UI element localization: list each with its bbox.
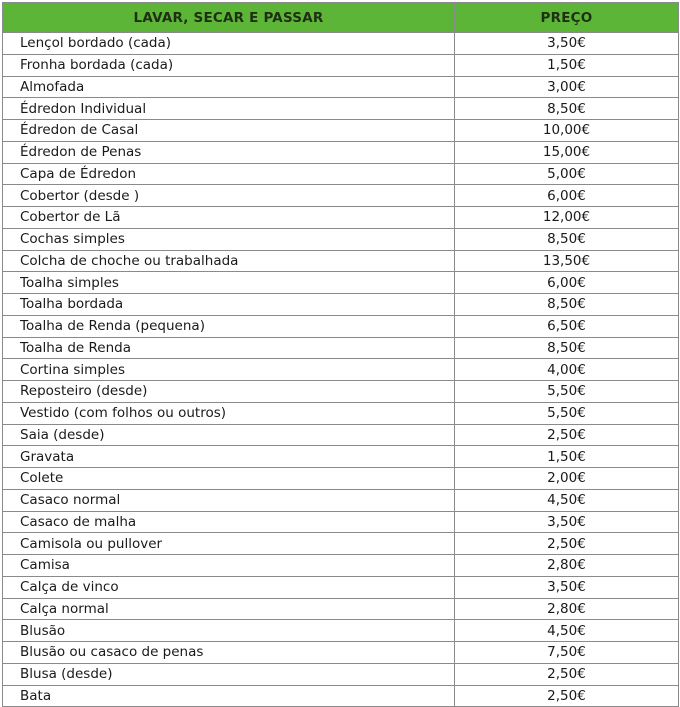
item-name: Lençol bordado (cada)	[3, 33, 455, 55]
table-header-row	[3, 3, 679, 33]
price-table	[2, 2, 679, 707]
table-row	[3, 489, 679, 511]
item-name: Saia (desde)	[3, 424, 455, 446]
item-price: 8,50€	[455, 228, 679, 250]
item-name: Fronha bordada (cada)	[3, 54, 455, 76]
table-row	[3, 120, 679, 142]
table-row	[3, 337, 679, 359]
item-price: 6,00€	[455, 185, 679, 207]
item-name: Camisola ou pullover	[3, 533, 455, 555]
item-name: Toalha de Renda	[3, 337, 455, 359]
item-price: 2,50€	[455, 424, 679, 446]
item-price: 3,50€	[455, 576, 679, 598]
item-price: 1,50€	[455, 54, 679, 76]
item-name: Vestido (com folhos ou outros)	[3, 402, 455, 424]
item-name: Toalha bordada	[3, 294, 455, 316]
table-row	[3, 642, 679, 664]
table-row	[3, 54, 679, 76]
item-name: Casaco de malha	[3, 511, 455, 533]
item-price: 12,00€	[455, 207, 679, 229]
item-price: 1,50€	[455, 446, 679, 468]
item-price: 2,80€	[455, 598, 679, 620]
item-name: Colcha de choche ou trabalhada	[3, 250, 455, 272]
item-price: 3,50€	[455, 511, 679, 533]
item-name: Édredon de Penas	[3, 141, 455, 163]
table-row	[3, 468, 679, 490]
item-name: Capa de Édredon	[3, 163, 455, 185]
item-price: 5,00€	[455, 163, 679, 185]
item-price: 4,50€	[455, 489, 679, 511]
table-row	[3, 424, 679, 446]
table-row	[3, 359, 679, 381]
table-row	[3, 272, 679, 294]
item-price: 2,00€	[455, 468, 679, 490]
item-price: 6,50€	[455, 315, 679, 337]
table-row	[3, 207, 679, 229]
item-name: Cobertor de Lã	[3, 207, 455, 229]
item-price: 2,50€	[455, 663, 679, 685]
item-price: 4,00€	[455, 359, 679, 381]
header-price: PREÇO	[455, 3, 679, 33]
item-price: 7,50€	[455, 642, 679, 664]
item-name: Cochas simples	[3, 228, 455, 250]
table-row	[3, 511, 679, 533]
table-row	[3, 685, 679, 707]
table-row	[3, 33, 679, 55]
item-price: 3,50€	[455, 33, 679, 55]
table-row	[3, 446, 679, 468]
table-row	[3, 620, 679, 642]
item-price: 2,50€	[455, 685, 679, 707]
table-row	[3, 228, 679, 250]
table-row	[3, 250, 679, 272]
item-name: Édredon Individual	[3, 98, 455, 120]
item-price: 10,00€	[455, 120, 679, 142]
item-name: Calça de vinco	[3, 576, 455, 598]
table-row	[3, 555, 679, 577]
item-price: 5,50€	[455, 402, 679, 424]
item-name: Bata	[3, 685, 455, 707]
item-price: 13,50€	[455, 250, 679, 272]
table-row	[3, 141, 679, 163]
item-price: 8,50€	[455, 337, 679, 359]
table-body	[3, 33, 679, 707]
item-name: Toalha simples	[3, 272, 455, 294]
item-price: 8,50€	[455, 294, 679, 316]
table-row	[3, 185, 679, 207]
item-name: Cortina simples	[3, 359, 455, 381]
table-row	[3, 315, 679, 337]
table-row	[3, 163, 679, 185]
item-name: Blusão	[3, 620, 455, 642]
item-name: Casaco normal	[3, 489, 455, 511]
item-price: 5,50€	[455, 381, 679, 403]
item-name: Almofada	[3, 76, 455, 98]
header-item: LAVAR, SECAR E PASSAR	[3, 3, 455, 33]
item-name: Camisa	[3, 555, 455, 577]
item-name: Gravata	[3, 446, 455, 468]
item-name: Toalha de Renda (pequena)	[3, 315, 455, 337]
table-row	[3, 98, 679, 120]
item-price: 4,50€	[455, 620, 679, 642]
table-row	[3, 381, 679, 403]
table-row	[3, 402, 679, 424]
table-row	[3, 598, 679, 620]
table-row	[3, 294, 679, 316]
table-row	[3, 76, 679, 98]
item-price: 8,50€	[455, 98, 679, 120]
item-price: 2,80€	[455, 555, 679, 577]
item-price: 3,00€	[455, 76, 679, 98]
item-name: Cobertor (desde )	[3, 185, 455, 207]
item-name: Calça normal	[3, 598, 455, 620]
item-price: 15,00€	[455, 141, 679, 163]
item-name: Édredon de Casal	[3, 120, 455, 142]
item-name: Colete	[3, 468, 455, 490]
item-name: Blusão ou casaco de penas	[3, 642, 455, 664]
table-row	[3, 576, 679, 598]
table-row	[3, 533, 679, 555]
item-name: Blusa (desde)	[3, 663, 455, 685]
table-row	[3, 663, 679, 685]
item-price: 2,50€	[455, 533, 679, 555]
item-name: Reposteiro (desde)	[3, 381, 455, 403]
item-price: 6,00€	[455, 272, 679, 294]
